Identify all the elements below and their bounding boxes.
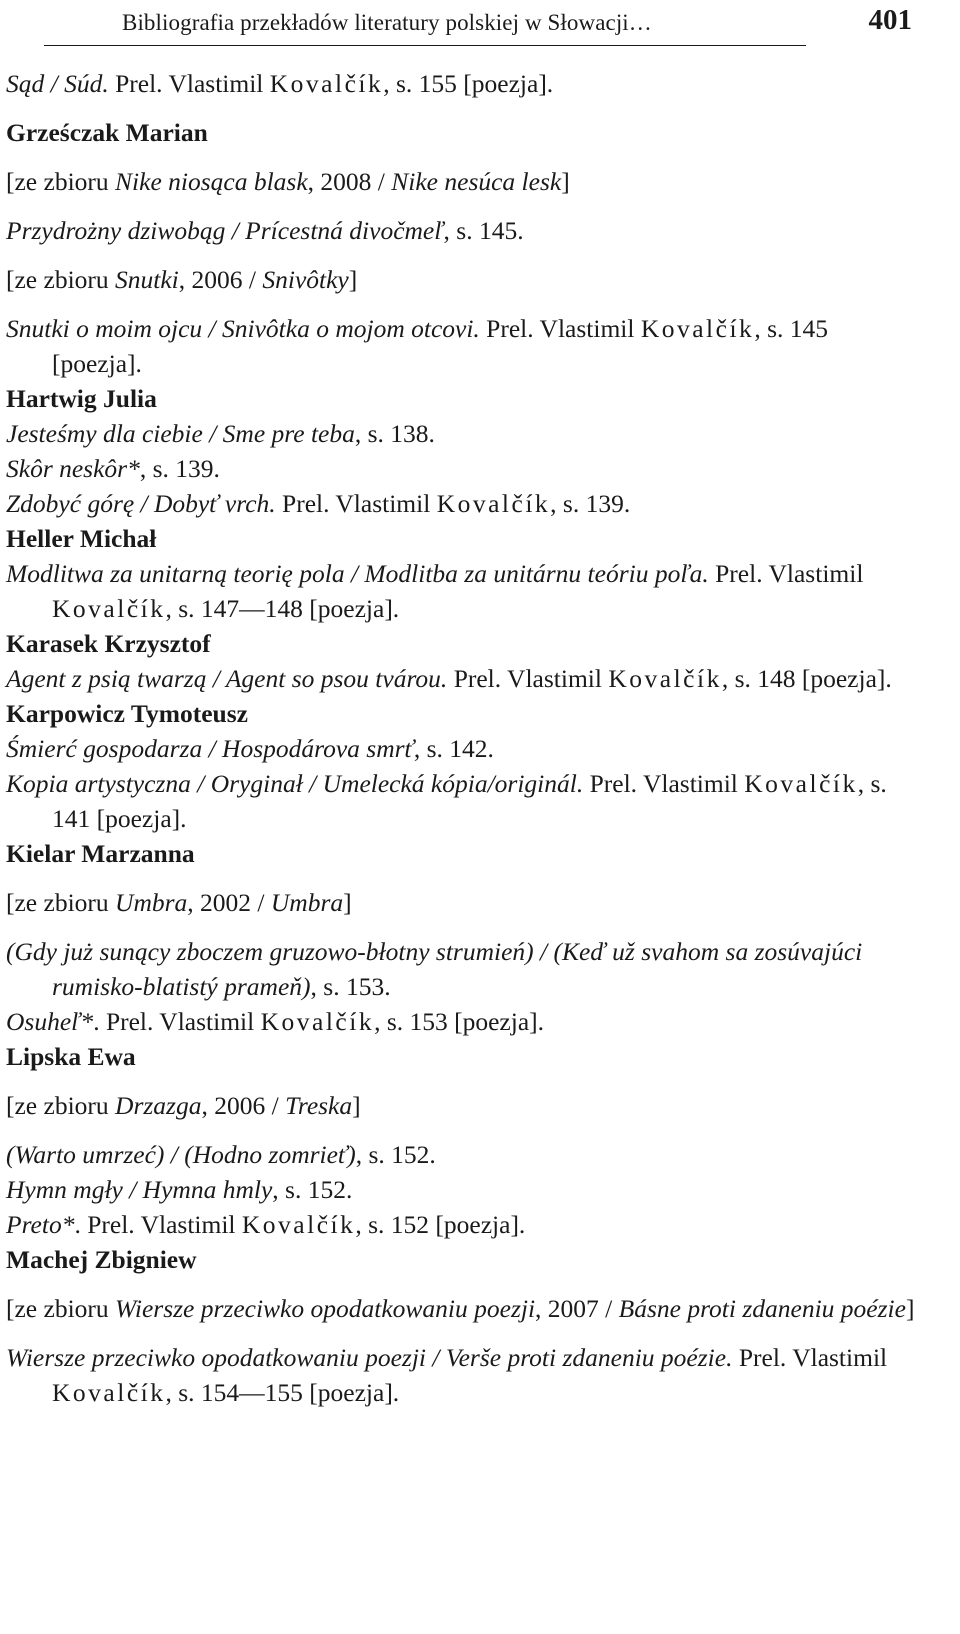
bibliography-entry — [6, 766, 920, 836]
page-number: 401 — [868, 4, 912, 36]
bibliography-entry — [6, 164, 920, 199]
bibliography-entry — [6, 661, 920, 696]
title-text: Jesteśmy dla ciebie / Sme pre teba — [6, 419, 355, 448]
entry-text: Prel. Vlastimil — [708, 559, 864, 588]
entry-text: , s. 145 [poezja]. — [52, 314, 828, 378]
title-text: Drzazga — [115, 1091, 202, 1120]
entry-text: ] — [561, 167, 570, 196]
translator-name: Kovalčík — [744, 769, 858, 798]
bibliography-entry — [6, 731, 920, 766]
entry-text: Heller Michał — [6, 524, 157, 553]
entry-text: Grześczak Marian — [6, 118, 208, 147]
title-text: Treska — [285, 1091, 353, 1120]
title-text: Wiersze przeciwko opodatkowaniu poezji / Verše proti zdaneniu poézie. — [6, 1343, 733, 1372]
entry-text: Prel. Vlastimil — [275, 489, 437, 518]
author-heading — [6, 521, 920, 556]
entry-text: . Prel. Vlastimil — [74, 1210, 242, 1239]
title-text: Snutki — [115, 265, 179, 294]
bibliography-entry — [6, 1172, 920, 1207]
bibliography-entry — [6, 486, 920, 521]
entry-text: , s. 148 [poezja]. — [721, 664, 892, 693]
title-text: Agent z psią twarzą / Agent so psou tvárou. — [6, 664, 448, 693]
title-text: Śmierć gospodarza / Hospodárova smrť — [6, 734, 414, 763]
title-text: Nike niosąca blask — [115, 167, 308, 196]
header-rule — [44, 45, 806, 46]
bibliography-entry — [6, 311, 920, 381]
entry-text: [ze zbioru — [6, 265, 116, 294]
entry-text: ] — [348, 265, 358, 294]
entry-text: , s. 153. — [310, 972, 391, 1001]
entry-text: Karpowicz Tymoteusz — [6, 699, 248, 728]
entry-text: Lipska Ewa — [6, 1042, 136, 1071]
entry-text: Hartwig Julia — [6, 384, 157, 413]
entry-text: ] — [343, 888, 352, 917]
entry-text: [ze zbioru — [6, 1294, 116, 1323]
title-text: Przydrożny dziwobąg / Prícestná divočmeľ — [6, 216, 444, 245]
title-text: Zdobyć górę / Dobyť vrch. — [6, 489, 276, 518]
author-heading — [6, 115, 920, 150]
entry-text: , s. 142. — [413, 734, 494, 763]
bibliography-entry — [6, 1340, 920, 1410]
title-text: (Warto umrzeć) / (Hodno zomrieť) — [6, 1140, 356, 1169]
entry-text: Prel. Vlastimil — [447, 664, 609, 693]
title-text: Básne proti zdaneniu poézie — [618, 1294, 906, 1323]
title-text: Hymn mgły / Hymna hmly — [6, 1175, 273, 1204]
entry-text: , s. 153 [poezja]. — [374, 1007, 545, 1036]
entry-text: , 2007 / — [535, 1294, 619, 1323]
entry-text: , s. 147—148 [poezja]. — [165, 594, 400, 623]
translator-name: Kovalčík — [269, 69, 384, 98]
entry-text: , 2006 / — [178, 265, 263, 294]
entry-text: [ze zbioru — [6, 1091, 116, 1120]
author-heading — [6, 696, 920, 731]
title-text: Preto* — [6, 1210, 75, 1239]
entry-text: , s. 138. — [354, 419, 435, 448]
entry-text: Prel. Vlastimil — [479, 314, 641, 343]
bibliography-entry — [6, 556, 920, 626]
bibliography-entry — [6, 1137, 920, 1172]
title-text: Nike nesúca lesk — [391, 167, 562, 196]
entry-text: [ze zbioru — [6, 888, 116, 917]
entry-text: , s. 139. — [550, 489, 631, 518]
translator-name: Kovalčík — [260, 1007, 375, 1036]
bibliography-entry — [6, 66, 920, 101]
entry-text: , 2006 / — [201, 1091, 286, 1120]
entry-text: , s. 145. — [443, 216, 524, 245]
entry-text: , s. 152. — [355, 1140, 436, 1169]
entry-text: Prel. Vlastimil — [583, 769, 745, 798]
title-text: Umbra — [270, 888, 344, 917]
translator-name: Kovalčík — [52, 1378, 166, 1407]
entry-text: , s. 152. — [272, 1175, 353, 1204]
entry-text: Karasek Krzysztof — [6, 629, 211, 658]
bibliography-entry — [6, 1291, 920, 1326]
page-header — [44, 4, 918, 48]
translator-name: Kovalčík — [436, 489, 551, 518]
bibliography-entry — [6, 1088, 920, 1123]
title-text: Snutki o moim ojcu / Snivôtka o mojom otcovi. — [6, 314, 480, 343]
bibliography-body — [6, 66, 920, 1410]
bibliography-entry — [6, 885, 920, 920]
translator-name: Kovalčík — [608, 664, 722, 693]
author-heading — [6, 626, 920, 661]
entry-text: , s. 154—155 [poezja]. — [165, 1378, 400, 1407]
entry-text: Prel. Vlastimil — [732, 1343, 888, 1372]
entry-text: , 2002 / — [187, 888, 271, 917]
title-text: Modlitwa za unitarną teorię pola / Modlitba za unitárnu teóriu poľa. — [6, 559, 709, 588]
entry-text: Prel. Vlastimil — [108, 69, 270, 98]
entry-text: Kielar Marzanna — [6, 839, 195, 868]
author-heading — [6, 1242, 920, 1277]
title-text: Snivôtky — [262, 265, 349, 294]
author-heading — [6, 836, 920, 871]
running-title: Bibliografia przekładów literatury polskiej w Słowacji… — [122, 10, 652, 35]
bibliography-entry — [6, 1004, 920, 1039]
entry-text: . Prel. Vlastimil — [93, 1007, 261, 1036]
bibliography-entry — [6, 262, 920, 297]
author-heading — [6, 1039, 920, 1074]
entry-text: ] — [352, 1091, 361, 1120]
bibliography-entry — [6, 213, 920, 248]
title-text: (Gdy już sunący zboczem gruzowo-błotny strumień) / (Keď už svahom sa zosúvajúci rumisko-blatistý prameň) — [6, 937, 863, 1001]
entry-text: , s. 139. — [139, 454, 220, 483]
entry-text: , s. 155 [poezja]. — [383, 69, 554, 98]
bibliography-entry — [6, 1207, 920, 1242]
entry-text: Machej Zbigniew — [6, 1245, 197, 1274]
bibliography-entry — [6, 934, 920, 1004]
title-text: Kopia artystyczna / Oryginał / Umelecká kópia/originál. — [6, 769, 584, 798]
translator-name: Kovalčík — [640, 314, 755, 343]
title-text: Sąd / Súd. — [6, 69, 109, 98]
entry-text: , 2008 / — [307, 167, 392, 196]
bibliography-entry — [6, 451, 920, 486]
entry-text: [ze zbioru — [6, 167, 116, 196]
entry-text: ] — [905, 1294, 915, 1323]
title-text: Umbra — [115, 888, 188, 917]
title-text: Osuheľ* — [6, 1007, 94, 1036]
translator-name: Kovalčík — [52, 594, 166, 623]
entry-text: , s. 152 [poezja]. — [355, 1210, 526, 1239]
title-text: Skôr neskôr* — [6, 454, 140, 483]
entry-text: , s. 141 [poezja]. — [52, 769, 887, 833]
author-heading — [6, 381, 920, 416]
translator-name: Kovalčík — [241, 1210, 356, 1239]
title-text: Wiersze przeciwko opodatkowaniu poezji — [115, 1294, 536, 1323]
bibliography-entry — [6, 416, 920, 451]
